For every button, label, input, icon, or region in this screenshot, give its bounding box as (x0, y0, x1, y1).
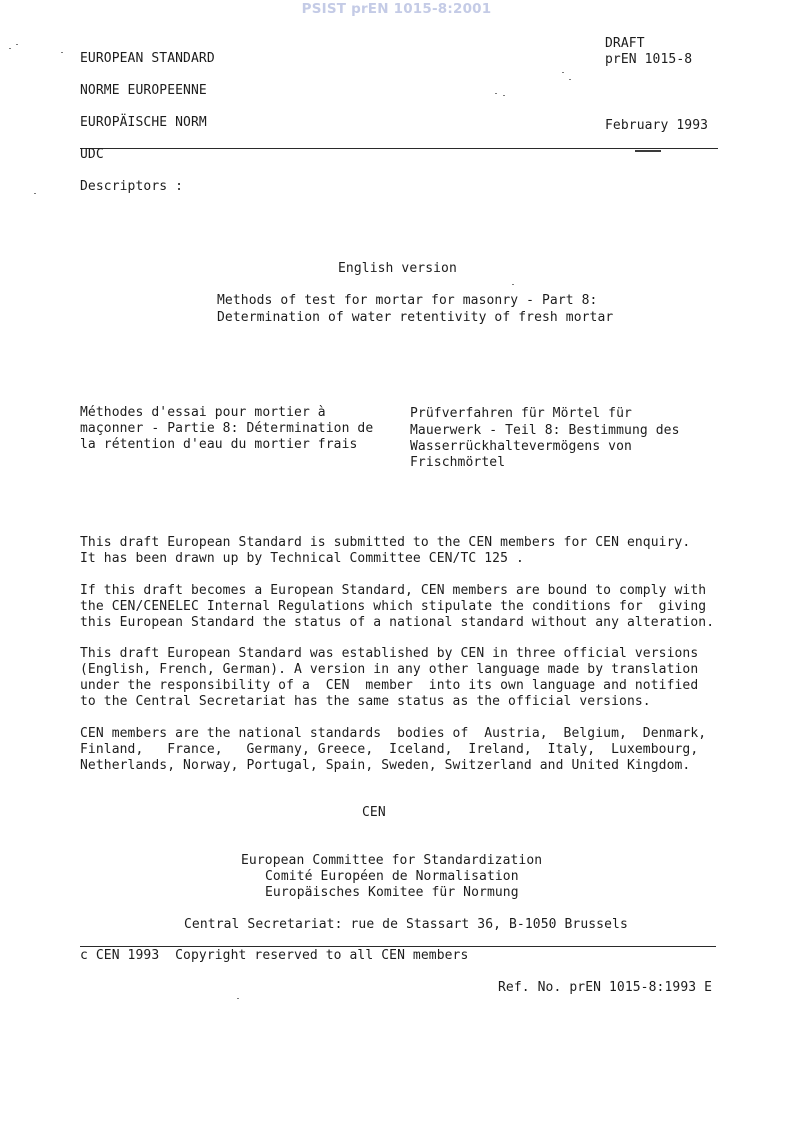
copyright-notice: c CEN 1993 Copyright reserved to all CEN members (80, 948, 469, 963)
german-title-line-1: Prüfverfahren für Mörtel für (410, 406, 632, 421)
title-line-2: Determination of water retentivity of fresh mortar (217, 310, 614, 325)
central-secretariat: Central Secretariat: rue de Stassart 36, B-1050 Brussels (184, 917, 628, 932)
scan-speck (495, 93, 497, 94)
scan-speck (61, 52, 63, 53)
paragraph-2-line-3: this European Standard the status of a national standard without any alteration. (80, 615, 715, 630)
english-version-label: English version (338, 261, 457, 276)
german-title-line-2: Mauerwerk - Teil 8: Bestimmung des (410, 423, 680, 438)
standard-reference: prEN 1015-8 (605, 52, 693, 67)
committee-german: Europäisches Komitee für Normung (265, 885, 519, 900)
french-title-line-3: la rétention d'eau du mortier frais (80, 437, 358, 452)
scan-speck (512, 284, 514, 285)
header-divider (80, 148, 718, 149)
document-date: February 1993 (605, 118, 709, 133)
paragraph-1-line-2: It has been drawn up by Technical Committee CEN/TC 125 . (80, 551, 524, 566)
paragraph-1-line-1: This draft European Standard is submitted to the CEN members for CEN enquiry. (80, 535, 691, 550)
title-line-1: Methods of test for mortar for masonry - Part 8: (217, 293, 598, 308)
scan-speck (503, 95, 505, 96)
footer-divider (80, 946, 716, 947)
scan-speck (635, 150, 661, 152)
paragraph-4-line-1: CEN members are the national standards bodies of Austria, Belgium, Denmark, (80, 726, 707, 741)
paragraph-3-line-2: (English, French, German). A version in any other language made by translation (80, 662, 699, 677)
scan-speck (34, 193, 36, 194)
committee-english: European Committee for Standardization (241, 853, 543, 868)
watermark: PSIST prEN 1015-8:2001 (301, 1, 492, 17)
german-title-line-4: Frischmörtel (410, 455, 506, 470)
paragraph-4-line-2: Finland, France, Germany, Greece, Iceland, Ireland, Italy, Luxembourg, (80, 742, 699, 757)
scan-speck (562, 72, 564, 73)
scan-speck (569, 79, 571, 80)
header-europaische-norm: EUROPÄISCHE NORM (80, 115, 207, 130)
scan-speck (237, 998, 239, 999)
draft-label: DRAFT (605, 36, 645, 51)
header-norme-europeenne: NORME EUROPEENNE (80, 83, 207, 98)
scan-speck (9, 48, 11, 49)
reference-number: Ref. No. prEN 1015-8:1993 E (498, 980, 713, 995)
paragraph-3-line-1: This draft European Standard was established by CEN in three official versions (80, 646, 699, 661)
paragraph-3-line-4: to the Central Secretariat has the same status as the official versions. (80, 694, 651, 709)
cen-label: CEN (362, 805, 386, 820)
udc-label: UDC (80, 147, 104, 162)
committee-french: Comité Européen de Normalisation (265, 869, 519, 884)
paragraph-2-line-1: If this draft becomes a European Standard, CEN members are bound to comply with (80, 583, 707, 598)
french-title-line-2: maçonner - Partie 8: Détermination de (80, 421, 374, 436)
descriptors-label: Descriptors : (80, 179, 184, 194)
header-european-standard: EUROPEAN STANDARD (80, 51, 215, 66)
scan-speck (16, 44, 18, 45)
paragraph-2-line-2: the CEN/CENELEC Internal Regulations which stipulate the conditions for giving (80, 599, 707, 614)
paragraph-4-line-3: Netherlands, Norway, Portugal, Spain, Sweden, Switzerland and United Kingdom. (80, 758, 691, 773)
french-title-line-1: Méthodes d'essai pour mortier à (80, 405, 326, 420)
paragraph-3-line-3: under the responsibility of a CEN member into its own language and notified (80, 678, 699, 693)
german-title-line-3: Wasserrückhaltevermögens von (410, 439, 632, 454)
